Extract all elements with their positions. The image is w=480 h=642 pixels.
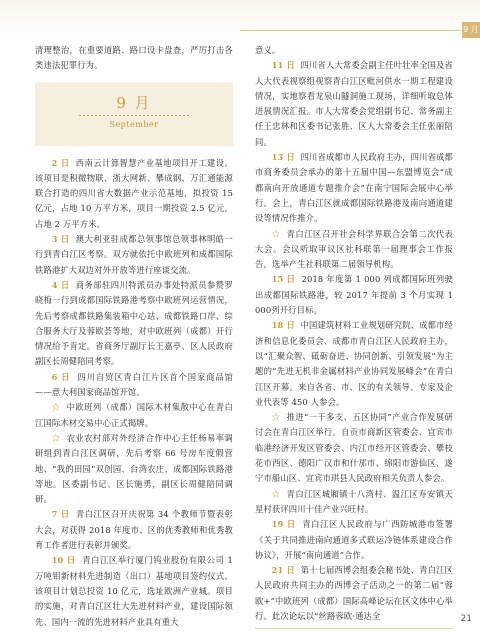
- month-divider: [79, 115, 189, 116]
- chronicle-entry: [255, 563, 453, 624]
- chronicle-entry: [255, 227, 453, 273]
- chronicle-entry: [255, 517, 453, 563]
- entry-date: 11 日: [271, 60, 295, 71]
- right-entries: [255, 58, 453, 624]
- entry-text: 商务部驻四川特派员办事处特派员参赞罗晓梅一行到成都国际铁路港考察中欧班列运营情况，先后考察成都铁路集装箱中心站、成都铁路口岸、综合服务大厅及蓉欧荟等地，对中欧班列（成都）开行情况给予肯定。省商务厅副厅长王嘉亭、区人民政府副区长周健陪同考察。: [35, 279, 233, 367]
- entry-text: 四川自贸区青白江片区首个国家商品馆——意大利国家商品馆开馆。: [35, 371, 233, 398]
- entry-text: 中国建筑材料工业规划研究院、成都市经济和信息化委员会、成都市青白江区人民政府主办，以“汇聚众智、砥砺奋进、协同创新、引领发展”为主题的“先进无机非金属材料产业协同发展峰会”在青白江区开幕。来自各省、市、区的有关领导、专家及企业代表等 450 人参会。: [255, 320, 453, 407]
- chronicle-entry: [255, 58, 453, 150]
- chronicle-entry: [255, 318, 453, 410]
- right-intro: 意义。: [255, 45, 281, 55]
- chronicle-entry: [255, 487, 453, 518]
- entry-text: 中欧班列（成都）国际木材集散中心在青白江国际木材交易中心正式揭牌。: [35, 402, 233, 428]
- entry-text: 青白江区城厢镇十八湾村、温江区寿安镇天星村获评四川十佳产业兴旺村。: [255, 488, 453, 514]
- star-icon: ☆: [271, 488, 281, 499]
- chronicle-entry: [35, 370, 233, 401]
- chronicle-entry: [35, 278, 233, 370]
- entry-date: 7 日: [51, 509, 70, 520]
- entry-date: 21 日: [271, 565, 295, 576]
- chronicle-entry: [35, 507, 233, 553]
- entry-text: 2018 年度第 1 000 列成都国际班列驶出成都国际铁路港，较 2017 年提前 3 个月实现 1 000列开行目标。: [255, 274, 453, 316]
- left-intro: 清理整治，在重要道路、路口设卡盘查，严厉打击各类违法犯罪行为。: [35, 45, 233, 71]
- chronicle-entry: [255, 272, 453, 318]
- entry-text: 四川省成都市人民政府主办，四川省成都市商务委员会承办的第十五届中国—东盟博览会“成都南向开放通道专题推介会”在南宁国际会展中心举行。会上，青白江区就成都国际铁路港及南向通道建设等情况作推介。: [255, 152, 453, 224]
- footer-rule: [255, 628, 453, 629]
- month-subtitle: September: [109, 119, 159, 129]
- page-number: 21: [460, 614, 472, 624]
- left-entries: [35, 156, 233, 630]
- star-icon: ☆: [51, 402, 61, 413]
- entry-text: 推进“一干多支、五区协同”产业合作发展研讨会在青白江区举行。自贡市商新区管委会、宜宾市临港经济开发区管委会、内江市经开区管委会、攀枝花市西区、德阳广汉市和什邡市、绵阳市游仙区、遂宁市船山区、宜宾市珙县人民政府相关负责人参会。: [255, 412, 453, 484]
- entry-date: 13 日: [271, 152, 295, 163]
- star-icon: ☆: [271, 228, 281, 239]
- header-rule: [240, 30, 462, 31]
- star-icon: ☆: [271, 412, 281, 423]
- entry-date: 4 日: [51, 279, 70, 290]
- entry-date: 2 日: [51, 157, 70, 168]
- header-month-tag: 9 月: [462, 22, 480, 38]
- chronicle-entry: [255, 150, 453, 226]
- entry-date: 15 日: [271, 274, 296, 285]
- entry-date: 10 日: [51, 555, 76, 566]
- right-column: [255, 43, 453, 624]
- entry-text: 青白江区人民政府与广西防城港市签署《关于共同推进南向通道多式联运冷链体系建设合作协议》，开展“南向通道”合作。: [255, 519, 453, 560]
- entry-text: 农业农村部对外经济合作中心主任杨易率调研组到青白江区调研，先后考察 66 号房车度假营地、“我的田园”双创园、台湾农庄、成都国际铁路港等地。区委副书记、区长施勇，副区长周健陪同调研。: [35, 432, 233, 505]
- entry-text: 四川省人大常委会副主任叶壮率全国及省人大代表视察组视察青白江区毗河供水一期工程建设情况，实地察看龙泉山隧洞施工现场，详细听取总体进展情况汇报。市人大常委会党组副书记、常务副主任王忠林和区委书记张胜、区人大常委会主任张丽陪同。: [255, 60, 453, 147]
- chronicle-entry: [35, 553, 233, 629]
- entry-text: 第十七届西博会组委会秘书处、青白江区人民政府共同主办的西博会子活动之一的第二届“蓉欧+”中欧班列（成都）国际高峰论坛在区文体中心举行。此次论坛以“丝路蓉欧·通达全: [255, 565, 453, 621]
- entry-text: 青白江区召开庆祝第 34 个教师节暨表彰大会，对获得 2018 年度市、区的优秀教师和优秀教育工作者进行表彰并颁奖。: [35, 509, 233, 551]
- entry-text: 澳大利亚驻成都总领事馆总领事林明皓一行到青白江区考察。双方就依托中欧班列和成都国际铁路港扩大双边对外开放等进行座谈交流。: [35, 234, 233, 275]
- chronicle-entry: [35, 156, 233, 232]
- chronicle-entry: [255, 410, 453, 486]
- entry-date: 3 日: [51, 234, 70, 245]
- month-banner: [35, 82, 233, 146]
- month-title: 9 月: [116, 93, 152, 112]
- left-column: [35, 43, 233, 630]
- chronicle-entry: [35, 232, 233, 278]
- star-icon: ☆: [51, 432, 61, 443]
- entry-text: 青白江区举行厦门钨业股份有限公司 1 万吨钼新材料先进制造（出口）基地项目签约仪式。该项目计划总投资 10 亿元，选址欧洲产业城。项目的实施，对青白江区壮大先进材料产业，建设国际领先、国内一流的先进材料产业具有重大: [35, 555, 233, 627]
- header-band: [0, 0, 480, 38]
- entry-text: 青白江区召开社会科学界联合会第二次代表大会。会议听取审议区社科联第一届理事会工作报告，选举产生社科联第二届领导机构。: [255, 228, 453, 270]
- chronicle-entry: [35, 400, 233, 431]
- entry-date: 18 日: [271, 320, 295, 331]
- entry-text: 西南云计算智慧产业基地项目开工建设。该项目是积微物联、浙大网新、攀成钢、万汇通能源联合打造的四川省大数据产业示范基地，拟投资 15 亿元，占地 10 万平方米，项目一期投资 2.5 亿元，占地 2 万平方米。: [35, 157, 233, 229]
- entry-date: 6 日: [51, 371, 71, 382]
- chronicle-entry: [35, 431, 233, 507]
- entry-date: 19 日: [271, 519, 296, 530]
